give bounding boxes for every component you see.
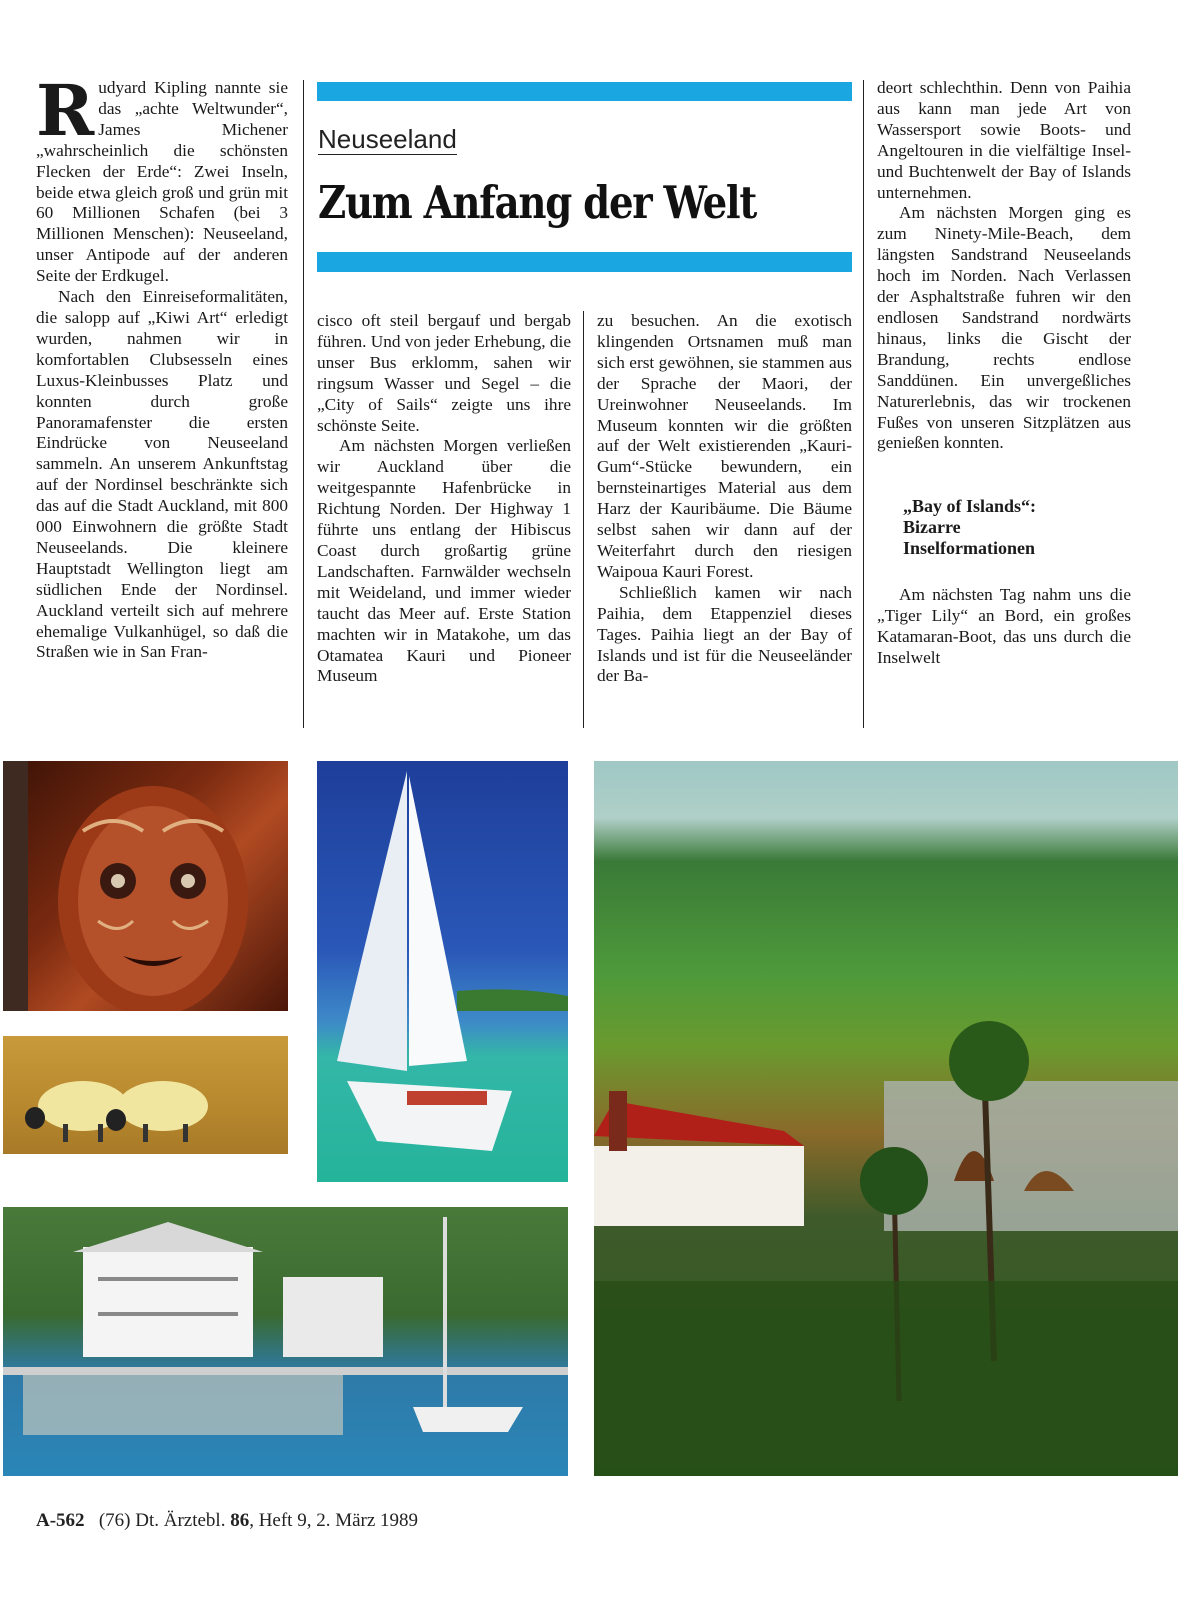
article-column-3	[597, 311, 852, 687]
carving-face-icon	[3, 761, 288, 1011]
paragraph: Am nächsten Tag nahm uns die „Tiger Lily“ an Bord, ein großes Katamaran-Boot, das uns durch die Inselwelt	[877, 585, 1131, 668]
subheading: „Bay of Islands“: Bizarre Inselformationen	[903, 496, 1037, 559]
house-icon	[3, 1207, 568, 1476]
article-column-4	[877, 78, 1131, 669]
sheep-icon	[3, 1036, 288, 1154]
sailboat-photo	[317, 761, 568, 1182]
paragraph: deort schlechthin. Denn von Paihia aus kann man jede Art von Wassersport sowie Boots- und Angeltouren in die vielfältige Insel- und Buchtenwelt der Bay of Islands unternehmen.	[877, 78, 1131, 202]
coast-scene-icon	[594, 761, 1178, 1476]
page-footer	[36, 1510, 418, 1532]
paragraph: cisco oft steil bergauf und bergab führen. Und von jeder Erhebung, die unser Bus erklomm, sahen wir ringsum Wasser und Segel – die „City of Sails“ zeigte uns ihre schönste Seite.	[317, 311, 571, 435]
sheep-photo	[3, 1036, 288, 1154]
maori-carving-photo	[3, 761, 288, 1011]
page-number: A-562	[36, 1510, 85, 1531]
drop-cap: R	[36, 69, 95, 152]
colonial-house-photo	[3, 1207, 568, 1476]
paragraph: Am nächsten Morgen verließen wir Auckland über die weitgespannte Hafenbrücke in Richtung Norden. Der Highway 1 führte uns entlang der Hibiscus Coast durch großartig grüne Landschaften. Farnwälder wechseln mit Weideland, und immer wieder taucht das Meer auf. Erste Station machten wir in Matakohe, um das Otamatea Kauri und Pioneer Museum	[317, 436, 571, 686]
kicker: Neuseeland	[318, 124, 457, 154]
coastline-photo	[594, 761, 1178, 1476]
column-rule	[583, 311, 584, 728]
headline-bar-top	[317, 82, 852, 101]
intro-paragraph: Rudyard Kipling nannte sie das „achte Weltwunder“, James Michener „wahrscheinlich die schönsten Flecken der Erde“: Zwei Inseln, beide etwa gleich groß und grün mit 60 Millionen Schafen (bei 3 Millionen Menschen): Neuseeland, unser Antipode auf der anderen Seite der Erdkugel.	[36, 69, 288, 286]
volume-number: 86	[230, 1510, 250, 1531]
journal-reference: (76) Dt. Ärztebl.	[98, 1510, 226, 1531]
paragraph: Nach den Einreiseformalitäten, die salopp auf „Kiwi Art“ erledigt wurden, nahmen wir in komfortablen Clubsesseln eines Luxus-Kleinbusses Platz und konnten durch große Panoramafenster die ersten Eindrücke von Neuseeland sammeln. An unserem Ankunftstag auf der Nordinsel beschränkte sich das auf die Stadt Auckland, mit 800 000 Einwohnern die größte Stadt Neuseelands. Die kleinere Hauptstadt Wellington liegt am südlichen Ende der Nordinsel. Auckland verteilt sich auf mehrere ehemalige Vulkanhügel, so daß die Straßen wie in San Fran-	[36, 287, 288, 662]
article-column-1	[36, 69, 288, 663]
column-rule	[303, 80, 304, 728]
issue-date: , Heft 9, 2. März 1989	[249, 1510, 419, 1531]
column-rule	[863, 80, 864, 728]
sailboat-icon	[317, 761, 568, 1182]
paragraph: Am nächsten Morgen ging es zum Ninety-Mile-Beach, dem längsten Sandstrand Neuseelands hoch im Norden. Nach Verlassen der Asphaltstraße fuhren wir den endlosen Sandstrand nordwärts hinaus, links die Gischt der Brandung, rechts endlose Sanddünen. Ein unvergeßliches Naturerlebnis, das wir trockenen Fußes von unseren Sitzplätzen aus genießen konnten.	[877, 203, 1131, 453]
headline-bar-bottom	[317, 252, 852, 272]
article-column-2	[317, 311, 571, 687]
paragraph: Schließlich kamen wir nach Paihia, dem Etappenziel dieses Tages. Paihia liegt an der Bay of Islands und ist für die Neuseeländer der Ba-	[597, 582, 852, 686]
headline: Zum Anfang der Welt	[318, 176, 756, 229]
paragraph: zu besuchen. An die exotisch klingenden Ortsnamen muß man sich erst gewöhnen, sie stammen aus der Sprache der Maori, der Ureinwohner Neuseelands. Im Museum konnten wir die größten auf der Welt existierenden „Kauri-Gum“-Stücke bewundern, ein bernsteinartiges Material aus dem Harz der Kauribäume. Die Bäume selbst sahen wir dann auf der Weiterfahrt durch den riesigen Waipoua Kauri Forest.	[597, 311, 852, 581]
